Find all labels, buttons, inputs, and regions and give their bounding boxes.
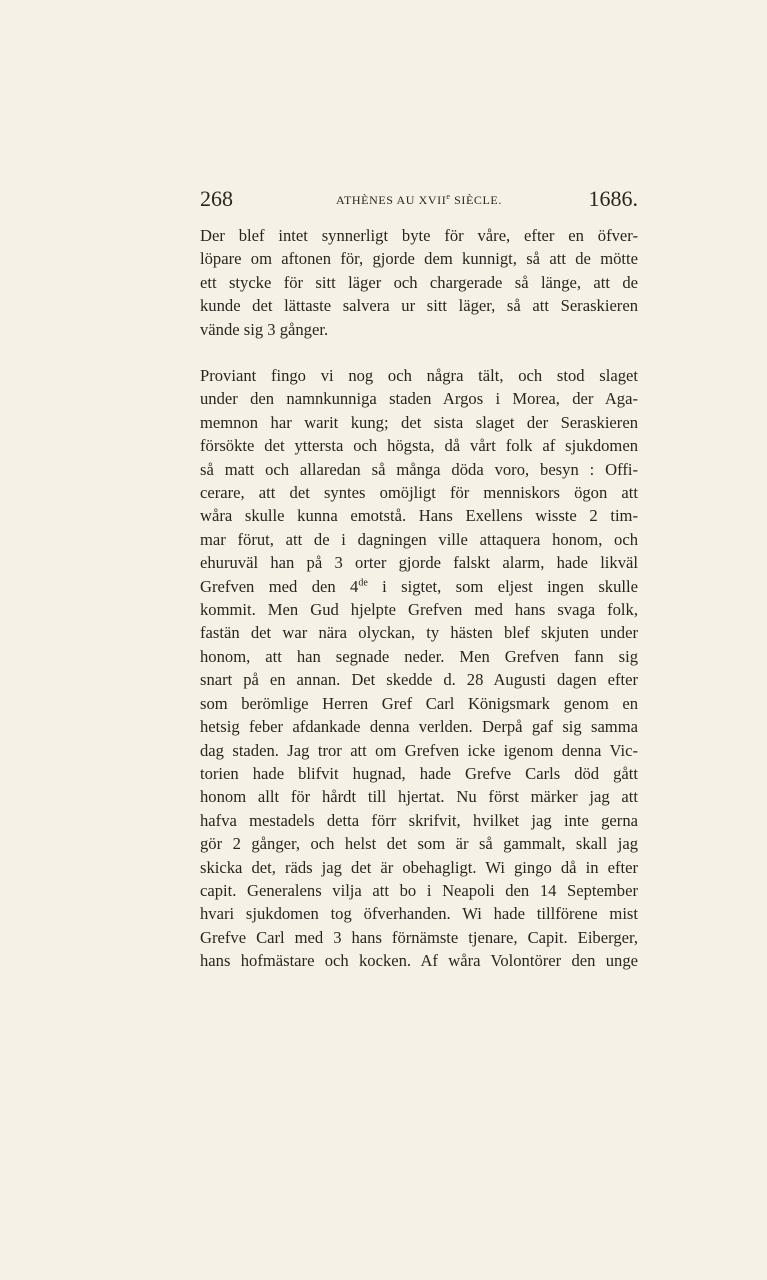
text-line: hvari sjukdomen tog öfverhanden. Wi hade tillförene mist [200,904,638,924]
text-line: hans hofmästare och kocken. Af wåra Volontörer den unge [200,951,638,971]
text-line: Der blef intet synnerligt byte för våre, efter en öfver- [200,226,638,245]
text-line: snart på en annan. Det skedde d. 28 Augusti dagen efter [200,670,638,690]
text-line: löpare om aftonen för, gjorde dem kunnigt, så att de mötte [200,249,638,269]
text-line: kunde det lättaste salvera ur sitt läger, så att Seraskieren [200,296,638,316]
text-line: hafva mestadels detta förr skrifvit, hvilket jag inte gerna [200,810,638,830]
superscript-de: de [358,577,368,589]
text-line-with-superscript [200,575,638,598]
text-line: under den namnkunniga staden Argos i Morea, der Aga- [200,389,638,409]
text-line-start: Grefven med den 4 [200,576,359,596]
text-line: torien hade blifvit hugnad, hade Grefve Carls död gått [200,763,638,783]
running-title-main: ATHÈNES AU XVII [336,193,447,207]
text-line-rest: i sigtet, som eljest ingen skulle [367,576,638,596]
page-number: 268 [200,186,233,211]
text-line: ehuruväl han på 3 orter gjorde falskt alarm, hade likväl [200,553,638,573]
text-line: dag staden. Jag tror att om Grefven icke igenom denna Vic- [200,740,638,760]
text-line: vände sig 3 gånger. [200,319,329,339]
text-line: ett stycke för sitt läger och chargerade så länge, att de [200,272,638,292]
text-line: mar förut, att de i dagningen ville attaquera honom, och [200,529,638,549]
text-line: cerare, att det syntes omöjligt för menniskors ögon att [200,483,638,503]
text-line: som berömlige Herren Gref Carl Königsmark genom en [200,693,638,713]
paragraph-1 [200,224,638,341]
text-line: så matt och allaredan så många döda voro, besyn : Offi- [200,459,638,479]
page-header [200,186,638,216]
running-title-end: SIÈCLE. [450,193,502,207]
running-title-sup: e [446,192,451,201]
paragraph-2 [200,364,638,973]
year: 1686. [588,186,638,211]
text-line: skicka det, räds jag det är obehagligt. Wi gingo då in efter [200,857,638,877]
text-line: fastän det war nära olyckan, ty hästen blef skjuten under [200,623,638,643]
text-line: honom, att han segnade neder. Men Grefven fann sig [200,646,638,666]
text-line: wåra skulle kunna emotstå. Hans Exellens wisste 2 tim- [200,506,638,526]
text-line: hetsig feber afdankade denna verlden. Derpå gaf sig samma [200,717,638,737]
running-title [200,192,638,208]
text-line: Grefve Carl med 3 hans förnämste tjenare, Capit. Eiberger, [200,927,638,947]
text-line: Proviant fingo vi nog och några tält, och stod slaget [200,366,638,385]
text-line: gör 2 gånger, och helst det som är så gammalt, skall jag [200,834,638,854]
text-line: honom allt för hårdt till hjertat. Nu först märker jag att [200,787,638,807]
text-line: försökte det yttersta och högsta, då vårt folk af sjukdomen [200,436,638,456]
text-line: capit. Generalens vilja att bo i Neapoli den 14 September [200,880,638,900]
text-line: memnon har warit kung; det sista slaget der Seraskieren [200,412,638,432]
text-line: kommit. Men Gud hjelpte Grefven med hans svaga folk, [200,600,638,620]
